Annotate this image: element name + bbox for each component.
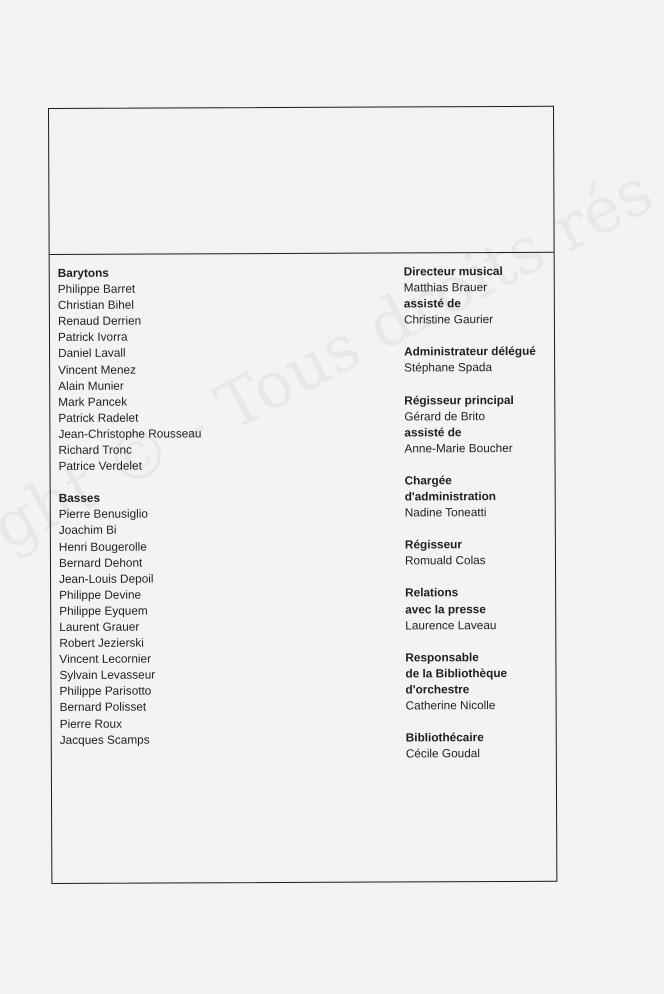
staff-entry [406,729,554,762]
staff-name: Anne-Marie Boucher [404,440,513,456]
member-name: Alain Munier [58,378,124,393]
member-name: Patrick Ivorra [57,330,128,345]
member-name: Mark Pancek [58,394,128,409]
role-title: d'administration [404,489,497,504]
member-name: Pierre Benusiglio [58,506,148,522]
role-title: Responsable [405,649,479,665]
staff-entry [405,536,553,569]
staff-entry [405,584,553,633]
member-name: Bernard Polisset [59,700,147,715]
member-name: Vincent Menez [58,362,136,377]
staff-entry [405,472,553,521]
left-column [58,264,360,764]
member-name: Patrice Verdelet [58,458,142,474]
role-title: de la Bibliothèque [405,665,508,681]
member-name: Robert Jezierski [59,635,144,651]
member-name: Patrick Radelet [58,410,139,425]
page-frame [48,106,557,884]
role-title: Régisseur principal [404,392,514,408]
staff-name: Matthias Brauer [403,280,488,295]
staff-entry [404,391,552,456]
member-name: Philippe Eyquem [59,603,148,618]
member-name: Philippe Parisotto [59,683,152,699]
role-title: Directeur musical [403,264,503,279]
staff-name: Catherine Nicolle [405,698,496,713]
staff-name: Romuald Colas [404,553,486,568]
member-name: Sylvain Levasseur [59,667,156,683]
staff-name: Cécile Goudal [405,746,480,761]
member-name: Vincent Lecornier [59,651,152,667]
role-title: Chargée [404,473,452,488]
member-name: Jacques Scamps [59,732,150,747]
role-title: Bibliothécaire [405,730,484,745]
section-basses [59,489,360,748]
staff-name: Nadine Toneatti [404,505,487,520]
member-name: Jean-Louis Depoil [59,571,154,586]
member-name: Renaud Derrien [57,313,142,329]
staff-entry [404,343,552,376]
role-title: assisté de [403,296,461,311]
member-name: Daniel Lavall [58,346,126,361]
section-barytons [58,264,359,475]
empty-header-box [49,107,554,255]
member-name: Laurent Grauer [59,619,140,634]
role-title: avec la presse [405,601,486,616]
staff-entry [404,263,552,328]
member-name: Henri Bougerolle [58,539,147,554]
member-name: Joachim Bi [58,523,117,538]
role-title: Régisseur [404,537,462,552]
member-name: Philippe Barret [57,281,136,297]
role-title: Administrateur délégué [404,344,536,359]
member-name: Bernard Dehont [58,555,143,570]
staff-entry [405,648,553,713]
member-name: Richard Tronc [58,442,132,457]
role-title: assisté de [404,424,462,440]
staff-name: Gérard de Brito [404,408,486,424]
right-column [404,263,554,778]
section-heading: Basses [58,490,101,506]
staff-name: Stéphane Spada [404,360,493,375]
role-title: Relations [405,585,459,600]
role-title: d'orchestre [405,682,470,697]
member-name: Pierre Roux [59,716,123,731]
member-name: Christian Bihel [57,297,134,313]
member-name: Philippe Devine [59,587,142,602]
staff-name: Christine Gaurier [403,312,494,327]
member-name: Jean-Christophe Rousseau [58,426,202,441]
staff-name: Laurence Laveau [405,617,497,633]
section-heading: Barytons [57,265,109,280]
